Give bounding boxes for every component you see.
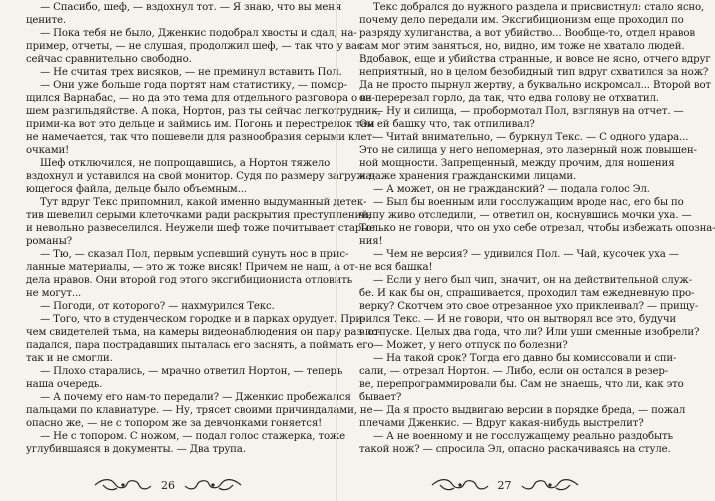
text-line: — На такой срок? Тогда его давно бы комиссовали и спи- [373,353,677,364]
text-line: ве, перепрограммировали бы. Сам не знаешь, что ли, как это [359,379,684,390]
text-line: верку? Скотчем это свое отрезанное ухо приклеивал? — прищу- [359,301,699,312]
right-page-folio [337,476,672,494]
text-line: не вся башка! [359,262,433,273]
text-line: — А не военному и не госслужащему реально раздобыть [373,431,673,442]
text-line: Текс добрался до нужного раздела и присвистнул: стало ясно, [373,2,705,13]
text-line: шем разгильдяйстве. А пока, Нортон, раз ты сейчас легкотрудник, [26,106,381,117]
text-line: — Чем не версия? — удивился Пол. — Чай, кусочек уха — [373,249,679,260]
text-line: наша очередь. [26,379,103,390]
text-line: почему дело передали им. Эксгибиционизм еще проходил по [359,15,684,26]
text-line: не могут... [26,288,82,299]
text-line: опасно же, — не с топором же за девчонками гоняется! [26,418,323,429]
text-line: дела нравов. Они второй год этого эксгибициониста отловить [26,275,352,286]
text-line: ной мощности. Запрещенный, между прочим, для ношения [359,158,675,169]
text-line: плечами Дженкис. — Вдруг какая-нибудь выстрелит? [359,418,644,429]
text-line: Да не просто пырнул жертву, а буквально искромсал... Второй вот [359,80,711,91]
text-line: не намечается, так что пошевели для разнообразия серыми клет- [26,132,376,143]
text-line: романы? [26,236,72,247]
text-line: вздохнул и уставился на свой монитор. Судя по размеру загружа- [26,171,375,182]
text-line: в отпуске. Целых два года, что ли? Или уши сменные изобрели? [359,327,700,338]
text-line: тив шевелил серыми клеточками ради раскрытия преступлений, [26,210,371,221]
text-line: разряду хулиганства, а вот убийство... Вообще-то, отдел нравов [359,28,695,39]
left-page-folio [0,476,336,494]
text-line: — Они уже больше года портят нам статистику, — помор- [40,80,347,91]
text-line: — Не с топором. С ножом, — подал голос стажерка, тоже [40,431,346,442]
text-line: — Погоди, от которого? — нахмурился Текс. [40,301,275,312]
right-page-text [359,1,715,456]
text-line: чем свидетелей тьма, на камеры видеонаблюдения он пару раз по- [26,327,381,338]
text-line: — Ну и силища, — пробормотал Пол, взглянув на отчет. — [373,106,684,117]
text-line: Это не силища у него непомерная, это лазерный нож повышен- [359,145,697,156]
text-line: сали, — отрезал Нортон. — Либо, если он остался в резер- [359,366,669,377]
text-line: сейчас сравнительно свободно. [26,54,192,65]
text-line: — Плохо старались, — мрачно ответил Нортон, — теперь [40,366,343,377]
text-line: — Был бы военным или госслужащим вроде нас, его бы по [373,197,684,208]
text-line: и невольно развеселился. Неужели шеф тоже почитывает старые [26,223,375,234]
text-line: он перерезал горло, да так, что едва голову не отхватил. [359,93,659,104]
text-line: — А почему его нам-то передали? — Дженкис пробежался [40,392,351,403]
text-line: — Может, у него отпуск по болезни? [373,340,568,351]
text-line: пальцами по клавиатуре. — Ну, трясет своими причиндалами, не [26,405,373,416]
text-line: — Читай внимательно, — буркнул Текс. — С одного удара... [373,132,689,143]
text-line: — Да я просто выдвигаю версии в порядке бреда, — пожал [373,405,686,416]
left-flourish-ornament-icon [183,476,243,494]
text-line: щился Варнабас, — но да это тема для отдельного разговора о ва- [26,93,375,104]
text-line: ющегося файла, дельце было объемным... [26,184,247,195]
text-line: — Если у него был чип, значит, он на действительной служ- [373,275,692,286]
left-flourish-ornament-icon [93,476,153,494]
text-line: ния! [359,236,383,247]
text-line: бе. И как бы он, спрашивается, проходил там ежедневную про- [359,288,695,299]
text-line: — Того, что в студенческом городке и в парках орудует. При- [40,314,366,325]
text-line: прими-ка вот это дельце и займись им. Погонь и перестрелок там [26,119,375,130]
right-page [336,0,715,501]
text-line: бывает? [359,392,402,403]
text-line: очками! [26,145,70,156]
text-line: Он ей башку что, так отпиливал? [359,119,535,130]
text-line: ланные материалы, — это ж тоже висяк! Причем не наш, а от- [26,262,358,273]
right-flourish-ornament-icon [430,476,490,494]
text-line: — Не считая трех висяков, — не преминул вставить Пол. [40,67,342,78]
text-line: — Пока тебя не было, Дженкис подобрал хвосты и сдал, на- [40,28,357,39]
text-line: Тут вдруг Текс припомнил, какой именно выдуманный детек- [40,197,367,208]
text-line: и даже хранения гражданскими лицами. [359,171,577,182]
page-number: 27 [497,478,512,492]
text-line: так и не смогли. [26,353,113,364]
text-line: рился Текс. — И не говори, что он вытворял все это, будучи [359,314,677,325]
text-line: пример, отчеты, — не слушая, продолжил шеф, — так что у вас [26,41,363,52]
text-line: такой нож? — спросила Эл, опасно раскачиваясь на стуле. [359,444,671,455]
text-line: Только не говори, что он ухо себе отрезал, чтобы избежать опозна- [359,223,715,234]
text-line: падался, пара пострадавших пыталась его заснять, а поймать его [26,340,374,351]
page-number: 26 [161,478,175,492]
text-line: неприятный, но в целом безобидный тип вдруг схватился за нож? [359,67,709,78]
text-line: чипу живо отследили, — ответил он, коснувшись мочки уха. — [359,210,692,221]
text-line: цените. [26,15,67,26]
text-line: Вдобавок, еще и убийства странные, и вовсе не ясно, отчего вдруг [359,54,711,65]
text-line: — Тю, — сказал Пол, первым успевший сунуть нос в прис- [40,249,349,260]
right-flourish-ornament-icon [520,476,580,494]
text-line: — А может, он не гражданский? — подала голос Эл. [373,184,650,195]
text-line: Шеф отключился, не попрощавшись, а Нортон тяжело [40,158,331,169]
text-line: сам мог этим заняться, но, видно, им тоже не хватало людей. [359,41,685,52]
text-line: углубившаяся в документы. — Два трупа. [26,444,246,455]
text-line: — Спасибо, шеф, — вздохнул тот. — Я знаю, что вы меня [40,2,342,13]
